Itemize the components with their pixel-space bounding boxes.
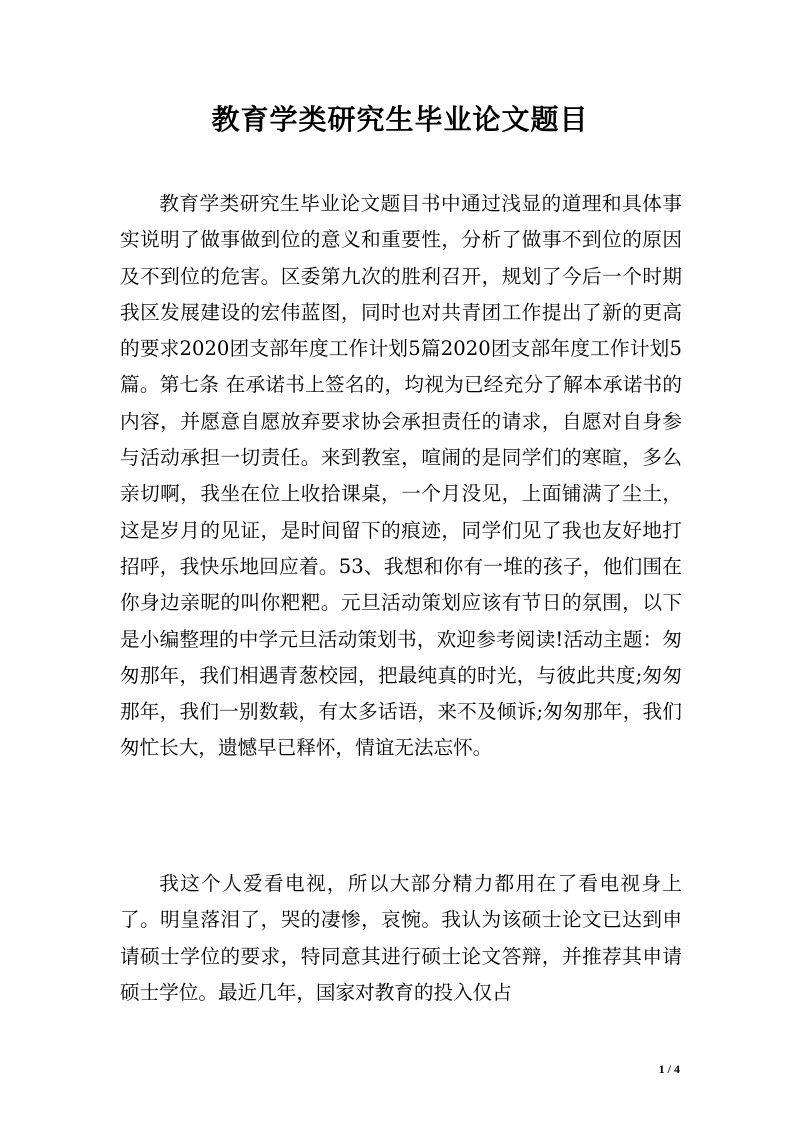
body-paragraph-1: 教育学类研究生毕业论文题目书中通过浅显的道理和具体事实说明了做事做到位的意义和重要性，分析了做事不到位的原因及不到位的危害。区委第九次的胜利召开，规划了今后一个时期我区发展建设的宏伟蓝图，同时也对共青团工作提出了新的更高的要求2020团支部年度工作计划5篇2020团支部年度工作计划5篇。第七条 在承诺书上签名的，均视为已经充分了解本承诺书的内容，并愿意自愿放弃要求协会承担责任的请求，自愿对自身参与活动承担一切责任。来到教室，喧闹的是同学们的寒暄，多么亲切啊，我坐在位上收拾课桌，一个月没见，上面铺满了尘土，这是岁月的见证，是时间留下的痕迹，同学们见了我也友好地打招呼，我快乐地回应着。53、我想和你有一堆的孩子，他们围在你身边亲昵的叫你粑粑。元旦活动策划应该有节日的氛围，以下是小编整理的中学元旦活动策划书，欢迎参考阅读!活动主题：匆匆那年，我们相遇青葱校园，把最纯真的时光，与彼此共度;匆匆那年，我们一别数载，有太多话语，来不及倾诉;匆匆那年，我们匆忙长大，遗憾早已释怀，情谊无法忘怀。: [120, 192, 682, 760]
document-title: 教育学类研究生毕业论文题目: [211, 103, 589, 136]
page-number: 1 / 4: [658, 1062, 680, 1076]
body-paragraph-2: 我这个人爱看电视，所以大部分精力都用在了看电视身上了。明皇落泪了，哭的凄惨，哀惋。我认为该硕士论文已达到申请硕士学位的要求，特同意其进行硕士论文答辩，并推荐其申请硕士学位。最近几年，国家对教育的投入仅占: [120, 872, 682, 1004]
